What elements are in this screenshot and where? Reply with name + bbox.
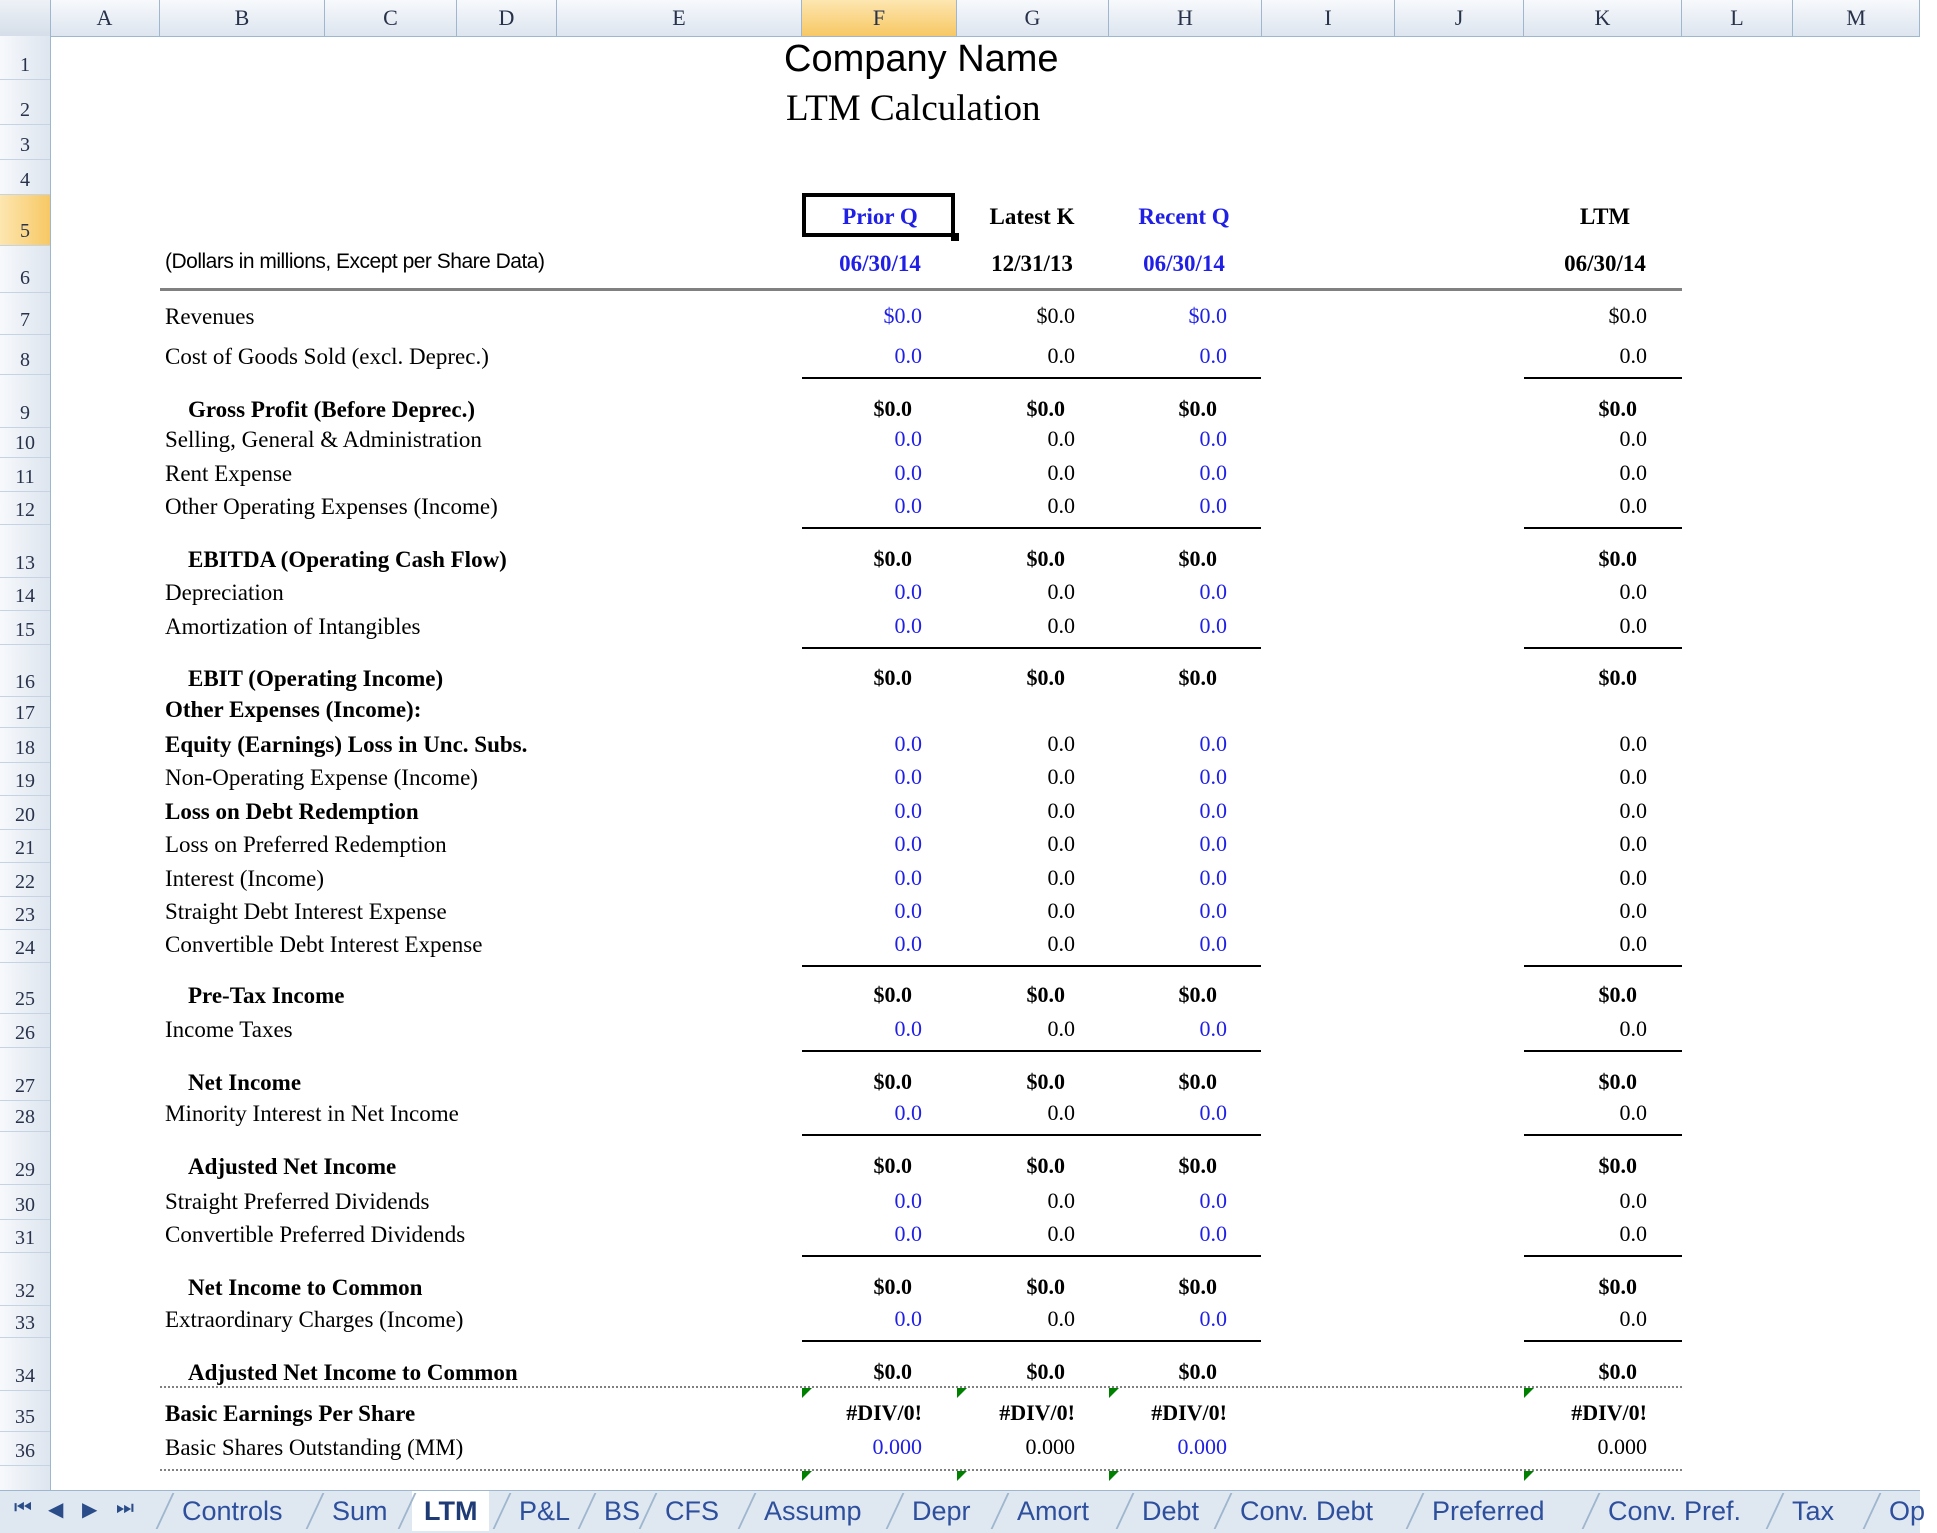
sheet-tab-bar: [0, 1490, 1926, 1533]
value-latest-straight-debt-interest-expense[interactable]: 0.0: [1047, 898, 1075, 923]
value-prior-straight-preferred-dividends[interactable]: 0.0: [894, 1188, 922, 1213]
value-ltm-ebitda-operating-cash-flow[interactable]: $0.0: [1598, 546, 1637, 571]
value-ltm-non-operating-expense-income[interactable]: 0.0: [1619, 764, 1647, 789]
value-ltm-rent-expense[interactable]: 0.0: [1619, 460, 1647, 485]
value-latest-gross-profit-before-deprec[interactable]: $0.0: [1026, 396, 1065, 421]
sheet-tab-ltm[interactable]: LTM: [412, 1491, 489, 1531]
line-label-loss-on-debt-redemption: Loss on Debt Redemption: [165, 799, 419, 824]
value-ltm-basic-shares-outstanding-mm[interactable]: 0.000: [1597, 1434, 1647, 1459]
row-header-9[interactable]: 9: [0, 375, 50, 428]
column-header-i[interactable]: I: [1262, 0, 1395, 36]
value-ltm-selling-general-administration[interactable]: 0.0: [1619, 426, 1647, 451]
line-label-amortization-of-intangibles: Amortization of Intangibles: [165, 614, 421, 639]
column-header-bar: [0, 0, 1920, 37]
value-prior-amortization-of-intangibles[interactable]: 0.0: [894, 613, 922, 638]
error-indicator-2[interactable]: [1109, 1388, 1119, 1398]
line-label-equity-earnings-loss-in-unc-subs: Equity (Earnings) Loss in Unc. Subs.: [165, 732, 528, 757]
row-header-11[interactable]: 11: [0, 458, 50, 492]
value-prior-gross-profit-before-deprec[interactable]: $0.0: [873, 396, 912, 421]
value-recent-straight-preferred-dividends[interactable]: 0.0: [1199, 1188, 1227, 1213]
column-header-l[interactable]: L: [1682, 0, 1793, 36]
value-prior-basic-shares-outstanding-mm[interactable]: 0.000: [872, 1434, 922, 1459]
column-header-d[interactable]: D: [457, 0, 557, 36]
row-header-2[interactable]: 2: [0, 80, 50, 125]
value-latest-basic-shares-outstanding-mm[interactable]: 0.000: [1025, 1434, 1075, 1459]
header-ltm-date: 06/30/14: [1564, 251, 1646, 276]
underline-quarters-net-income: [802, 1050, 1261, 1052]
row-header-8[interactable]: 8: [0, 335, 50, 375]
value-prior-equity-earnings-loss-in-unc-subs[interactable]: 0.0: [894, 731, 922, 756]
row-header-12[interactable]: 12: [0, 492, 50, 525]
eps-top-dotted-rule: [160, 1386, 1682, 1388]
value-ltm-convertible-debt-interest-expense[interactable]: 0.0: [1619, 931, 1647, 956]
underline-quarters-ebitda-operating-cash-flow: [802, 527, 1261, 529]
error-indicator-3[interactable]: [1524, 1388, 1534, 1398]
underline-quarters-net-income-to-common: [802, 1255, 1261, 1257]
value-recent-adjusted-net-income[interactable]: $0.0: [1178, 1153, 1217, 1178]
value-recent-income-taxes[interactable]: 0.0: [1199, 1016, 1227, 1041]
line-label-adjusted-net-income-to-common: Adjusted Net Income to Common: [188, 1360, 518, 1385]
value-recent-convertible-preferred-dividends[interactable]: 0.0: [1199, 1221, 1227, 1246]
header-divider: [160, 288, 1682, 291]
sheet-tab-debt[interactable]: Debt: [1142, 1496, 1200, 1526]
value-recent-depreciation[interactable]: 0.0: [1199, 579, 1227, 604]
value-prior-ebit-operating-income[interactable]: $0.0: [873, 665, 912, 690]
header-latest-k-date: 12/31/13: [991, 251, 1073, 276]
value-ltm-pre-tax-income[interactable]: $0.0: [1598, 982, 1637, 1007]
value-ltm-straight-debt-interest-expense[interactable]: 0.0: [1619, 898, 1647, 923]
row-header-1[interactable]: 1: [0, 36, 50, 80]
value-latest-other-operating-expenses-income[interactable]: 0.0: [1047, 493, 1075, 518]
value-recent-rent-expense[interactable]: 0.0: [1199, 460, 1227, 485]
value-latest-ebitda-operating-cash-flow[interactable]: $0.0: [1026, 546, 1065, 571]
value-recent-convertible-debt-interest-expense[interactable]: 0.0: [1199, 931, 1227, 956]
line-label-ebit-operating-income: EBIT (Operating Income): [188, 666, 444, 691]
value-recent-amortization-of-intangibles[interactable]: 0.0: [1199, 613, 1227, 638]
line-label-convertible-preferred-dividends: Convertible Preferred Dividends: [165, 1222, 466, 1247]
value-ltm-depreciation[interactable]: 0.0: [1619, 579, 1647, 604]
row-header-28[interactable]: 28: [0, 1101, 50, 1132]
value-recent-net-income[interactable]: $0.0: [1178, 1069, 1217, 1094]
value-recent-extraordinary-charges-income[interactable]: 0.0: [1199, 1306, 1227, 1331]
underline-quarters-gross-profit-before-deprec: [802, 377, 1261, 379]
value-latest-convertible-preferred-dividends[interactable]: 0.0: [1047, 1221, 1075, 1246]
sheet-tab-conv-pref[interactable]: Conv. Pref.: [1608, 1496, 1742, 1526]
value-latest-convertible-debt-interest-expense[interactable]: 0.0: [1047, 931, 1075, 956]
row-header-14[interactable]: 14: [0, 578, 50, 611]
value-ltm-adjusted-net-income[interactable]: $0.0: [1598, 1153, 1637, 1178]
row-header-21[interactable]: 21: [0, 830, 50, 863]
row-header-33[interactable]: 33: [0, 1306, 50, 1338]
value-latest-ebit-operating-income[interactable]: $0.0: [1026, 665, 1065, 690]
row-header-3[interactable]: 3: [0, 125, 50, 160]
row-header-18[interactable]: 18: [0, 728, 50, 763]
value-recent-straight-debt-interest-expense[interactable]: 0.0: [1199, 898, 1227, 923]
value-prior-loss-on-preferred-redemption[interactable]: 0.0: [894, 831, 922, 856]
units-note: (Dollars in millions, Except per Share Data): [165, 250, 545, 273]
column-header-e[interactable]: E: [557, 0, 802, 36]
row-header-36[interactable]: 36: [0, 1432, 50, 1466]
sheet-tab-bs[interactable]: BS: [604, 1496, 641, 1526]
line-label-other-operating-expenses-income: Other Operating Expenses (Income): [165, 494, 498, 519]
value-recent-basic-earnings-per-share[interactable]: #DIV/0!: [1151, 1400, 1227, 1425]
value-ltm-straight-preferred-dividends[interactable]: 0.0: [1619, 1188, 1647, 1213]
value-recent-loss-on-debt-redemption[interactable]: 0.0: [1199, 798, 1227, 823]
header-ltm: LTM: [1579, 204, 1631, 229]
column-header-g[interactable]: G: [957, 0, 1109, 36]
value-prior-net-income[interactable]: $0.0: [873, 1069, 912, 1094]
value-recent-interest-income[interactable]: 0.0: [1199, 865, 1227, 890]
line-label-extraordinary-charges-income: Extraordinary Charges (Income): [165, 1307, 464, 1332]
row-header-5[interactable]: 5: [0, 195, 50, 246]
value-latest-pre-tax-income[interactable]: $0.0: [1026, 982, 1065, 1007]
sheet-tab-conv-debt[interactable]: Conv. Debt: [1240, 1496, 1374, 1526]
value-ltm-ebit-operating-income[interactable]: $0.0: [1598, 665, 1637, 690]
value-prior-basic-earnings-per-share[interactable]: #DIV/0!: [846, 1400, 922, 1425]
line-label-net-income-to-common: Net Income to Common: [188, 1275, 423, 1300]
line-label-interest-income: Interest (Income): [165, 866, 325, 891]
line-label-gross-profit-before-deprec: Gross Profit (Before Deprec.): [188, 397, 475, 422]
first-sheet-icon[interactable]: ⏮: [14, 1497, 32, 1519]
underline-ltm-net-income: [1524, 1050, 1682, 1052]
line-label-income-taxes: Income Taxes: [165, 1017, 293, 1042]
error-indicator-4[interactable]: [802, 1471, 812, 1481]
underline-ltm-adjusted-net-income: [1524, 1134, 1682, 1136]
row-header-23[interactable]: 23: [0, 897, 50, 930]
error-indicator-0[interactable]: [802, 1388, 812, 1398]
row-header-bar: [0, 36, 51, 1490]
value-latest-extraordinary-charges-income[interactable]: 0.0: [1047, 1306, 1075, 1331]
value-latest-non-operating-expense-income[interactable]: 0.0: [1047, 764, 1075, 789]
value-ltm-adjusted-net-income-to-common[interactable]: $0.0: [1598, 1359, 1637, 1384]
value-ltm-net-income-to-common[interactable]: $0.0: [1598, 1274, 1637, 1299]
value-prior-rent-expense[interactable]: 0.0: [894, 460, 922, 485]
value-recent-cost-of-goods-sold-excl-deprec[interactable]: 0.0: [1199, 343, 1227, 368]
value-latest-basic-earnings-per-share[interactable]: #DIV/0!: [999, 1400, 1075, 1425]
value-latest-adjusted-net-income[interactable]: $0.0: [1026, 1153, 1065, 1178]
value-prior-cost-of-goods-sold-excl-deprec[interactable]: 0.0: [894, 343, 922, 368]
value-recent-pre-tax-income[interactable]: $0.0: [1178, 982, 1217, 1007]
value-ltm-equity-earnings-loss-in-unc-subs[interactable]: 0.0: [1619, 731, 1647, 756]
value-ltm-gross-profit-before-deprec[interactable]: $0.0: [1598, 396, 1637, 421]
value-ltm-net-income[interactable]: $0.0: [1598, 1069, 1637, 1094]
value-recent-minority-interest-in-net-income[interactable]: 0.0: [1199, 1100, 1227, 1125]
underline-quarters-pre-tax-income: [802, 965, 1261, 967]
value-prior-pre-tax-income[interactable]: $0.0: [873, 982, 912, 1007]
line-label-adjusted-net-income: Adjusted Net Income: [188, 1154, 397, 1179]
row-header-26[interactable]: 26: [0, 1014, 50, 1048]
row-header-22[interactable]: 22: [0, 863, 50, 897]
sheet-tab-sum[interactable]: Sum: [332, 1496, 388, 1526]
value-ltm-revenues[interactable]: $0.0: [1608, 303, 1647, 328]
underline-ltm-net-income-to-common: [1524, 1255, 1682, 1257]
value-ltm-loss-on-debt-redemption[interactable]: 0.0: [1619, 798, 1647, 823]
row-header-31[interactable]: 31: [0, 1220, 50, 1253]
column-header-a[interactable]: A: [50, 0, 160, 36]
line-label-basic-shares-outstanding-mm: Basic Shares Outstanding (MM): [165, 1435, 464, 1460]
sheet-tab-assump[interactable]: Assump: [764, 1496, 862, 1526]
row-header-6[interactable]: 6: [0, 246, 50, 293]
value-latest-straight-preferred-dividends[interactable]: 0.0: [1047, 1188, 1075, 1213]
value-recent-ebit-operating-income[interactable]: $0.0: [1178, 665, 1217, 690]
sheet-tab-p-l[interactable]: P&L: [519, 1496, 571, 1526]
value-prior-convertible-debt-interest-expense[interactable]: 0.0: [894, 931, 922, 956]
value-prior-net-income-to-common[interactable]: $0.0: [873, 1274, 912, 1299]
value-ltm-extraordinary-charges-income[interactable]: 0.0: [1619, 1306, 1647, 1331]
value-latest-loss-on-debt-redemption[interactable]: 0.0: [1047, 798, 1075, 823]
value-recent-revenues[interactable]: $0.0: [1188, 303, 1227, 328]
value-latest-interest-income[interactable]: 0.0: [1047, 865, 1075, 890]
underline-ltm-adjusted-net-income-to-common: [1524, 1340, 1682, 1342]
line-label-non-operating-expense-income: Non-Operating Expense (Income): [165, 765, 478, 790]
value-recent-selling-general-administration[interactable]: 0.0: [1199, 426, 1227, 451]
value-ltm-basic-earnings-per-share[interactable]: #DIV/0!: [1571, 1400, 1647, 1425]
line-label-loss-on-preferred-redemption: Loss on Preferred Redemption: [165, 832, 447, 857]
column-header-f[interactable]: F: [802, 0, 957, 36]
value-prior-convertible-preferred-dividends[interactable]: 0.0: [894, 1221, 922, 1246]
row-header-4[interactable]: 4: [0, 160, 50, 195]
value-prior-extraordinary-charges-income[interactable]: 0.0: [894, 1306, 922, 1331]
underline-quarters-adjusted-net-income-to-common: [802, 1340, 1261, 1342]
header-prior-q-date: 06/30/14: [839, 251, 921, 276]
row-header-32[interactable]: 32: [0, 1253, 50, 1306]
line-label-ebitda-operating-cash-flow: EBITDA (Operating Cash Flow): [188, 547, 507, 572]
line-label-selling-general-administration: Selling, General & Administration: [165, 427, 482, 452]
row-header-27[interactable]: 27: [0, 1048, 50, 1101]
value-ltm-loss-on-preferred-redemption[interactable]: 0.0: [1619, 831, 1647, 856]
value-prior-depreciation[interactable]: 0.0: [894, 579, 922, 604]
column-header-c[interactable]: C: [325, 0, 457, 36]
value-ltm-convertible-preferred-dividends[interactable]: 0.0: [1619, 1221, 1647, 1246]
value-prior-other-operating-expenses-income[interactable]: 0.0: [894, 493, 922, 518]
value-latest-net-income[interactable]: $0.0: [1026, 1069, 1065, 1094]
value-recent-ebitda-operating-cash-flow[interactable]: $0.0: [1178, 546, 1217, 571]
sheet-tab-preferred[interactable]: Preferred: [1432, 1496, 1545, 1526]
next-sheet-icon[interactable]: ▶: [82, 1499, 98, 1521]
value-prior-adjusted-net-income[interactable]: $0.0: [873, 1153, 912, 1178]
sheet-tab-op[interactable]: Op: [1889, 1496, 1926, 1526]
value-prior-adjusted-net-income-to-common[interactable]: $0.0: [873, 1359, 912, 1384]
value-recent-basic-shares-outstanding-mm[interactable]: 0.000: [1177, 1434, 1227, 1459]
value-prior-non-operating-expense-income[interactable]: 0.0: [894, 764, 922, 789]
column-header-h[interactable]: H: [1109, 0, 1262, 36]
sheet-tab-depr[interactable]: Depr: [912, 1496, 971, 1526]
row-header-24[interactable]: 24: [0, 930, 50, 963]
value-prior-loss-on-debt-redemption[interactable]: 0.0: [894, 798, 922, 823]
underline-quarters-adjusted-net-income: [802, 1134, 1261, 1136]
value-latest-depreciation[interactable]: 0.0: [1047, 579, 1075, 604]
column-header-j[interactable]: J: [1395, 0, 1524, 36]
eps-bottom-dotted-rule: [160, 1469, 1682, 1471]
value-ltm-amortization-of-intangibles[interactable]: 0.0: [1619, 613, 1647, 638]
value-recent-non-operating-expense-income[interactable]: 0.0: [1199, 764, 1227, 789]
sheet-tab-cfs[interactable]: CFS: [665, 1496, 719, 1526]
row-header-30[interactable]: 30: [0, 1185, 50, 1220]
line-label-net-income: Net Income: [188, 1070, 302, 1095]
value-recent-other-operating-expenses-income[interactable]: 0.0: [1199, 493, 1227, 518]
value-latest-loss-on-preferred-redemption[interactable]: 0.0: [1047, 831, 1075, 856]
header-latest-k: Latest K: [989, 204, 1075, 229]
value-ltm-interest-income[interactable]: 0.0: [1619, 865, 1647, 890]
value-recent-loss-on-preferred-redemption[interactable]: 0.0: [1199, 831, 1227, 856]
value-prior-selling-general-administration[interactable]: 0.0: [894, 426, 922, 451]
value-latest-selling-general-administration[interactable]: 0.0: [1047, 426, 1075, 451]
last-sheet-icon[interactable]: ⏭: [116, 1497, 134, 1519]
value-latest-rent-expense[interactable]: 0.0: [1047, 460, 1075, 485]
value-latest-income-taxes[interactable]: 0.0: [1047, 1016, 1075, 1041]
sheet-tab-amort[interactable]: Amort: [1017, 1496, 1090, 1526]
column-header-m[interactable]: M: [1793, 0, 1920, 36]
value-latest-adjusted-net-income-to-common[interactable]: $0.0: [1026, 1359, 1065, 1384]
row-header-7[interactable]: 7: [0, 293, 50, 335]
fill-handle[interactable]: [951, 233, 959, 241]
error-indicator-1[interactable]: [957, 1388, 967, 1398]
error-indicator-7[interactable]: [1524, 1471, 1534, 1481]
error-indicator-6[interactable]: [1109, 1471, 1119, 1481]
value-ltm-income-taxes[interactable]: 0.0: [1619, 1016, 1647, 1041]
underline-ltm-ebitda-operating-cash-flow: [1524, 527, 1682, 529]
line-label-basic-earnings-per-share: Basic Earnings Per Share: [165, 1401, 416, 1426]
column-header-k[interactable]: K: [1524, 0, 1682, 36]
row-header-13[interactable]: 13: [0, 525, 50, 578]
value-prior-income-taxes[interactable]: 0.0: [894, 1016, 922, 1041]
value-latest-cost-of-goods-sold-excl-deprec[interactable]: 0.0: [1047, 343, 1075, 368]
line-label-depreciation: Depreciation: [165, 580, 284, 605]
value-prior-interest-income[interactable]: 0.0: [894, 865, 922, 890]
row-header-15[interactable]: 15: [0, 611, 50, 645]
value-recent-equity-earnings-loss-in-unc-subs[interactable]: 0.0: [1199, 731, 1227, 756]
row-header-19[interactable]: 19: [0, 763, 50, 796]
report-title: Company Name: [784, 38, 1059, 80]
underline-quarters-ebit-operating-income: [802, 647, 1261, 649]
row-header-35[interactable]: 35: [0, 1391, 50, 1432]
line-label-revenues: Revenues: [165, 304, 255, 329]
row-header-20[interactable]: 20: [0, 796, 50, 830]
select-all-corner[interactable]: [0, 0, 51, 36]
underline-ltm-pre-tax-income: [1524, 965, 1682, 967]
value-recent-net-income-to-common[interactable]: $0.0: [1178, 1274, 1217, 1299]
header-prior-q: Prior Q: [842, 204, 918, 229]
line-label-convertible-debt-interest-expense: Convertible Debt Interest Expense: [165, 932, 483, 957]
value-recent-adjusted-net-income-to-common[interactable]: $0.0: [1178, 1359, 1217, 1384]
value-ltm-other-operating-expenses-income[interactable]: 0.0: [1619, 493, 1647, 518]
value-latest-revenues[interactable]: $0.0: [1036, 303, 1075, 328]
sheet-tab-tax[interactable]: Tax: [1792, 1496, 1835, 1526]
value-latest-amortization-of-intangibles[interactable]: 0.0: [1047, 613, 1075, 638]
underline-ltm-gross-profit-before-deprec: [1524, 377, 1682, 379]
row-header-25[interactable]: 25: [0, 963, 50, 1014]
row-header-10[interactable]: 10: [0, 428, 50, 458]
header-recent-q-date: 06/30/14: [1143, 251, 1225, 276]
row-header-29[interactable]: 29: [0, 1132, 50, 1185]
report-subtitle: LTM Calculation: [786, 88, 1041, 129]
line-label-straight-preferred-dividends: Straight Preferred Dividends: [165, 1189, 430, 1214]
line-label-straight-debt-interest-expense: Straight Debt Interest Expense: [165, 899, 447, 924]
error-indicator-5[interactable]: [957, 1471, 967, 1481]
value-prior-minority-interest-in-net-income[interactable]: 0.0: [894, 1100, 922, 1125]
prev-sheet-icon[interactable]: ◀: [48, 1499, 64, 1521]
value-recent-gross-profit-before-deprec[interactable]: $0.0: [1178, 396, 1217, 421]
value-prior-straight-debt-interest-expense[interactable]: 0.0: [894, 898, 922, 923]
line-label-minority-interest-in-net-income: Minority Interest in Net Income: [165, 1101, 459, 1126]
value-ltm-minority-interest-in-net-income[interactable]: 0.0: [1619, 1100, 1647, 1125]
header-recent-q: Recent Q: [1138, 204, 1230, 229]
value-latest-equity-earnings-loss-in-unc-subs[interactable]: 0.0: [1047, 731, 1075, 756]
column-header-b[interactable]: B: [160, 0, 325, 36]
line-label-other-expenses-income: Other Expenses (Income):: [165, 697, 422, 722]
value-latest-minority-interest-in-net-income[interactable]: 0.0: [1047, 1100, 1075, 1125]
value-ltm-cost-of-goods-sold-excl-deprec[interactable]: 0.0: [1619, 343, 1647, 368]
value-prior-ebitda-operating-cash-flow[interactable]: $0.0: [873, 546, 912, 571]
line-label-rent-expense: Rent Expense: [165, 461, 293, 486]
line-label-cost-of-goods-sold-excl-deprec: Cost of Goods Sold (excl. Deprec.): [165, 344, 489, 369]
row-header-16[interactable]: 16: [0, 645, 50, 697]
line-label-pre-tax-income: Pre-Tax Income: [188, 983, 345, 1008]
value-latest-net-income-to-common[interactable]: $0.0: [1026, 1274, 1065, 1299]
underline-ltm-ebit-operating-income: [1524, 647, 1682, 649]
row-header-17[interactable]: 17: [0, 697, 50, 728]
row-header-34[interactable]: 34: [0, 1338, 50, 1391]
value-prior-revenues[interactable]: $0.0: [883, 303, 922, 328]
sheet-tab-controls[interactable]: Controls: [182, 1496, 283, 1526]
